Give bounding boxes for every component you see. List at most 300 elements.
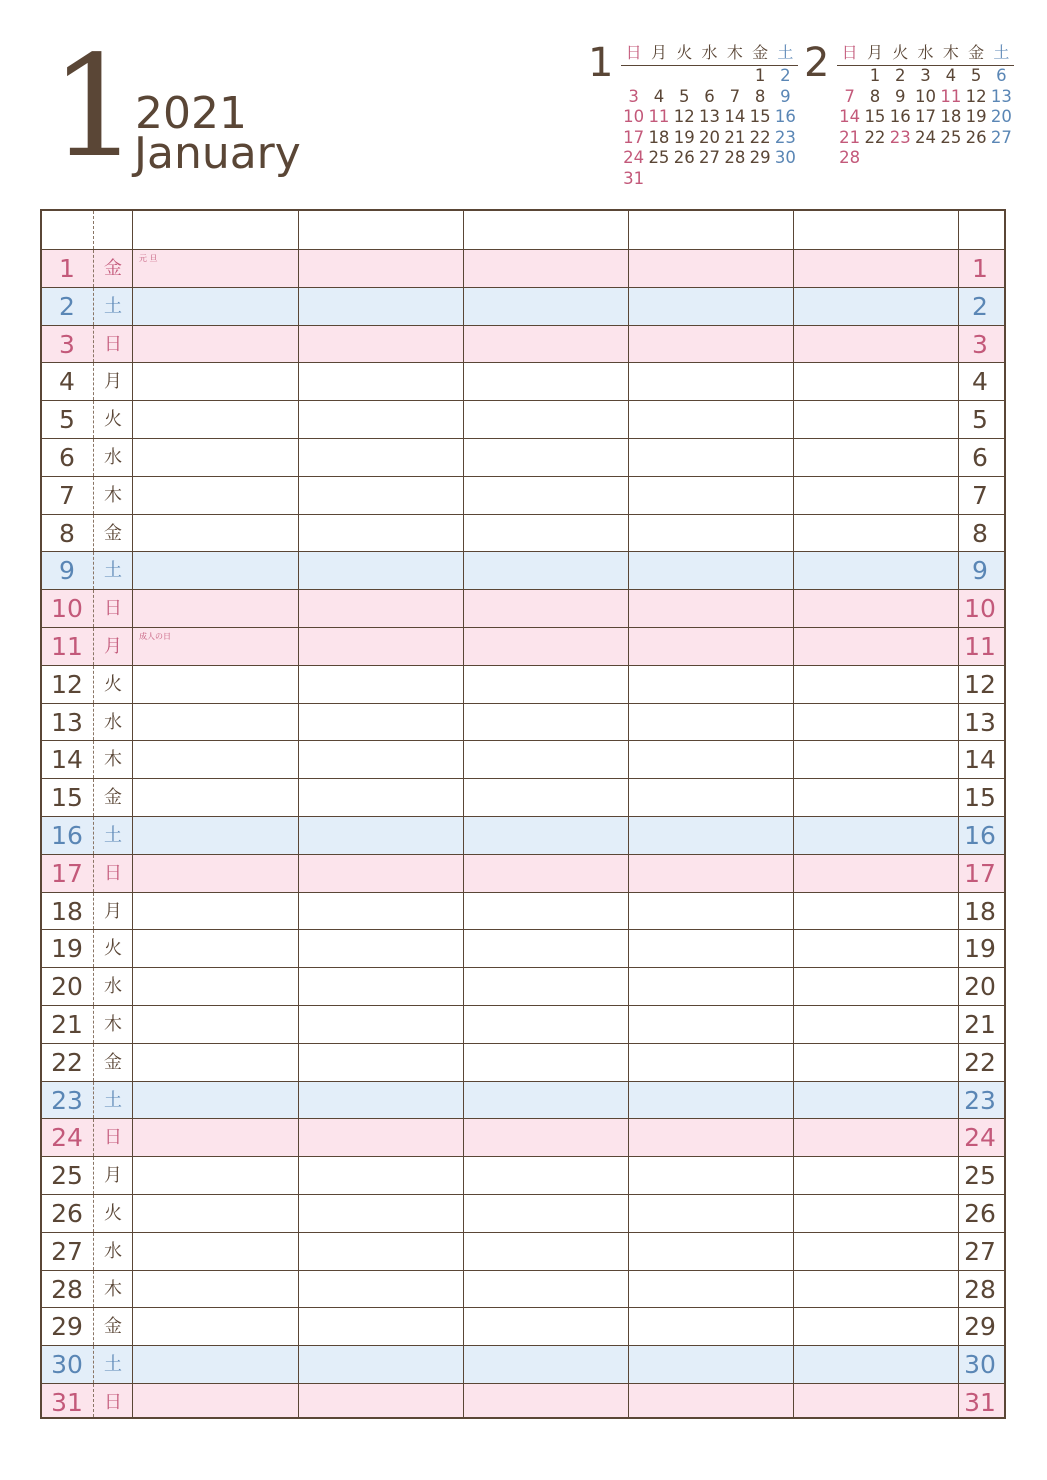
schedule-cell[interactable] — [133, 893, 298, 930]
schedule-cell[interactable] — [794, 552, 958, 589]
schedule-cell[interactable] — [133, 1384, 298, 1417]
schedule-cell[interactable] — [299, 1006, 463, 1043]
mini-calendar-day: 9 — [894, 86, 906, 106]
mini-calendar-week — [837, 87, 1014, 108]
schedule-cell[interactable] — [629, 968, 793, 1005]
schedule-cell[interactable] — [133, 855, 298, 892]
mini-calendar-day: 13 — [699, 107, 721, 127]
schedule-cell[interactable] — [629, 893, 793, 930]
day-number: 17 — [51, 858, 83, 888]
schedule-cell[interactable] — [794, 893, 958, 930]
mini-calendar-day — [672, 66, 697, 87]
schedule-cell[interactable] — [299, 590, 463, 627]
mini-calendar-day: 1 — [869, 66, 881, 85]
mini-calendar-weekday-header — [621, 40, 798, 66]
schedule-cell[interactable] — [629, 930, 793, 967]
mini-calendar-day: 2 — [894, 66, 906, 85]
day-number: 2 — [59, 291, 75, 321]
schedule-cell[interactable] — [299, 552, 463, 589]
schedule-cell[interactable] — [629, 363, 793, 400]
day-number: 10 — [51, 594, 83, 624]
mini-calendar-day: 11 — [940, 86, 962, 106]
schedule-cell[interactable] — [629, 590, 793, 627]
schedule-cell[interactable] — [464, 704, 628, 741]
day-row — [42, 703, 1004, 741]
column-header-cell[interactable] — [464, 211, 628, 249]
day-number-right: 19 — [964, 934, 996, 964]
schedule-cell[interactable] — [794, 817, 958, 854]
mini-calendar-day: 3 — [920, 66, 931, 85]
schedule-cell[interactable] — [133, 1082, 298, 1119]
mini-calendar-day: 5 — [678, 86, 690, 106]
schedule-cell[interactable] — [629, 552, 793, 589]
schedule-cell[interactable] — [299, 741, 463, 778]
schedule-cell[interactable] — [133, 666, 298, 703]
day-number: 20 — [51, 972, 83, 1002]
schedule-cell[interactable] — [794, 1233, 958, 1270]
mini-calendar-day: 2 — [780, 66, 791, 85]
day-number-right: 29 — [964, 1312, 996, 1342]
schedule-cell[interactable] — [299, 477, 463, 514]
schedule-cell[interactable] — [299, 439, 463, 476]
column-divider — [958, 211, 959, 249]
schedule-cell[interactable] — [629, 855, 793, 892]
schedule-cell[interactable] — [629, 666, 793, 703]
mini-calendar-day: 28 — [724, 148, 746, 168]
day-row — [42, 1081, 1004, 1119]
day-of-week: 金 — [104, 787, 122, 809]
mini-calendar-day: 19 — [673, 127, 695, 147]
day-of-week: 土 — [104, 1089, 122, 1111]
schedule-cell[interactable] — [299, 1044, 463, 1081]
day-number-right: 25 — [964, 1161, 996, 1191]
schedule-cell[interactable] — [464, 326, 628, 363]
mini-calendar-day: 18 — [940, 107, 962, 127]
day-of-week: 金 — [104, 522, 122, 544]
schedule-cell[interactable] — [299, 250, 463, 287]
mini-calendar-weekday: 木 — [726, 43, 743, 62]
schedule-cell[interactable] — [794, 477, 958, 514]
schedule-cell[interactable] — [299, 1233, 463, 1270]
schedule-cell[interactable] — [464, 968, 628, 1005]
schedule-cell[interactable] — [299, 1271, 463, 1308]
day-number-right: 21 — [964, 1010, 996, 1039]
schedule-cell[interactable] — [299, 1082, 463, 1119]
schedule-cell[interactable] — [629, 628, 793, 665]
schedule-cell[interactable] — [464, 1271, 628, 1308]
schedule-cell[interactable] — [629, 1119, 793, 1156]
day-of-week: 土 — [104, 560, 122, 582]
schedule-cell[interactable] — [133, 1195, 298, 1232]
schedule-cell[interactable] — [629, 704, 793, 741]
day-row — [42, 362, 1004, 400]
schedule-cell[interactable] — [464, 288, 628, 325]
mini-calendar-day: 25 — [940, 127, 962, 147]
mini-calendar-day: 8 — [869, 86, 881, 106]
day-row — [42, 1194, 1004, 1232]
schedule-cell[interactable] — [133, 326, 298, 363]
day-number-right: 7 — [972, 480, 988, 510]
schedule-cell[interactable] — [629, 817, 793, 854]
schedule-cell[interactable] — [133, 439, 298, 476]
schedule-cell[interactable] — [464, 401, 628, 438]
schedule-cell[interactable] — [299, 1119, 463, 1156]
day-number-right: 31 — [964, 1388, 996, 1417]
mini-calendar-week — [837, 148, 1014, 169]
schedule-cell[interactable] — [794, 666, 958, 703]
schedule-cell[interactable] — [133, 930, 298, 967]
schedule-cell[interactable] — [299, 1157, 463, 1194]
day-of-week: 月 — [104, 900, 122, 922]
day-number: 4 — [59, 367, 75, 397]
schedule-cell[interactable] — [299, 704, 463, 741]
mini-calendar-day: 17 — [623, 127, 645, 147]
schedule-cell[interactable] — [133, 741, 298, 778]
schedule-cell[interactable] — [464, 930, 628, 967]
day-number-right: 11 — [964, 632, 996, 661]
schedule-cell[interactable] — [133, 968, 298, 1005]
schedule-cell[interactable] — [464, 439, 628, 476]
schedule-cell[interactable] — [464, 1195, 628, 1232]
day-number-right: 6 — [972, 443, 988, 472]
schedule-cell[interactable] — [133, 1346, 298, 1383]
day-number: 3 — [59, 329, 75, 359]
schedule-cell[interactable] — [629, 288, 793, 325]
mini-calendar-day: 22 — [749, 127, 771, 147]
holiday-label: 元 旦 — [139, 254, 158, 263]
schedule-cell[interactable] — [464, 363, 628, 400]
schedule-cell[interactable] — [794, 779, 958, 816]
schedule-cell[interactable] — [133, 817, 298, 854]
mini-calendar-weekday: 土 — [777, 43, 794, 62]
day-number-right: 26 — [964, 1199, 996, 1228]
day-of-week: 火 — [104, 938, 122, 960]
schedule-cell[interactable] — [629, 1082, 793, 1119]
day-of-week: 日 — [104, 1392, 122, 1413]
day-number: 6 — [59, 443, 75, 472]
schedule-cell[interactable] — [794, 855, 958, 892]
schedule-cell[interactable] — [794, 1346, 958, 1383]
day-row — [42, 892, 1004, 930]
schedule-cell[interactable] — [629, 1384, 793, 1417]
day-number-right: 10 — [964, 594, 996, 624]
schedule-cell[interactable] — [794, 704, 958, 741]
mini-calendar-day: 13 — [990, 86, 1012, 106]
column-header-cell[interactable] — [133, 211, 298, 249]
day-of-week: 日 — [104, 1127, 122, 1149]
mini-calendar-day: 6 — [996, 66, 1007, 85]
mini-calendar-day: 7 — [729, 86, 741, 106]
day-row — [42, 1043, 1004, 1081]
day-number-right: 28 — [964, 1274, 996, 1304]
schedule-cell[interactable] — [629, 401, 793, 438]
schedule-cell[interactable] — [629, 439, 793, 476]
day-number-right: 14 — [964, 745, 996, 775]
day-number: 11 — [51, 632, 83, 661]
schedule-cell[interactable] — [299, 401, 463, 438]
schedule-table — [40, 209, 1006, 1419]
day-row — [42, 854, 1004, 892]
day-number: 31 — [51, 1388, 83, 1417]
mini-calendar-day: 10 — [623, 107, 645, 127]
day-number-right: 16 — [964, 821, 996, 850]
day-row — [42, 1005, 1004, 1043]
schedule-cell[interactable] — [133, 401, 298, 438]
schedule-cell[interactable] — [133, 1271, 298, 1308]
mini-calendar-week — [621, 148, 798, 169]
mini-calendar-week — [837, 107, 1014, 128]
day-of-week: 木 — [104, 484, 122, 506]
mini-calendar-day: 8 — [754, 86, 766, 106]
schedule-cell[interactable] — [464, 893, 628, 930]
day-row — [42, 778, 1004, 816]
schedule-cell[interactable] — [299, 893, 463, 930]
schedule-cell[interactable] — [133, 1308, 298, 1345]
schedule-cell[interactable] — [629, 250, 793, 287]
day-row — [42, 1118, 1004, 1156]
schedule-cell[interactable] — [299, 817, 463, 854]
column-header-cell[interactable] — [629, 211, 793, 249]
day-number: 25 — [51, 1161, 83, 1191]
schedule-cell[interactable] — [794, 1044, 958, 1081]
schedule-cell[interactable] — [629, 1157, 793, 1194]
schedule-cell[interactable] — [794, 515, 958, 552]
day-number: 21 — [51, 1010, 83, 1039]
schedule-cell[interactable] — [133, 363, 298, 400]
schedule-cell[interactable] — [299, 930, 463, 967]
schedule-cell[interactable] — [464, 1346, 628, 1383]
day-of-week: 日 — [104, 862, 122, 884]
schedule-cell[interactable] — [464, 1384, 628, 1417]
mini-calendar-day — [747, 169, 772, 190]
schedule-cell[interactable] — [464, 515, 628, 552]
schedule-cell[interactable] — [133, 1006, 298, 1043]
mini-calendar-day — [621, 66, 646, 87]
day-number-right: 12 — [964, 669, 996, 699]
schedule-cell[interactable] — [464, 855, 628, 892]
schedule-cell[interactable] — [133, 1157, 298, 1194]
day-number-right: 23 — [964, 1085, 996, 1115]
schedule-cell[interactable] — [299, 1384, 463, 1417]
schedule-cell[interactable] — [629, 515, 793, 552]
schedule-cell[interactable] — [794, 741, 958, 778]
column-header-cell[interactable] — [794, 211, 958, 249]
schedule-cell[interactable] — [299, 1195, 463, 1232]
schedule-cell[interactable] — [629, 1044, 793, 1081]
mini-calendar-day: 21 — [724, 127, 746, 147]
mini-calendar-day: 25 — [648, 148, 670, 168]
schedule-cell[interactable] — [464, 1308, 628, 1345]
mini-calendar-day: 29 — [749, 148, 771, 168]
day-row — [42, 249, 1004, 287]
schedule-cell[interactable] — [299, 288, 463, 325]
schedule-cell[interactable] — [464, 1082, 628, 1119]
schedule-cell[interactable] — [629, 477, 793, 514]
day-number: 16 — [51, 821, 83, 850]
schedule-cell[interactable] — [794, 401, 958, 438]
day-number: 9 — [59, 556, 75, 586]
day-number: 18 — [51, 896, 83, 926]
schedule-cell[interactable] — [464, 1006, 628, 1043]
schedule-cell[interactable] — [794, 590, 958, 627]
schedule-cell[interactable] — [299, 779, 463, 816]
mini-calendar-day: 17 — [915, 107, 937, 127]
day-row — [42, 627, 1004, 665]
mini-calendar-day: 12 — [673, 107, 695, 127]
mini-calendar-day: 14 — [724, 107, 746, 127]
schedule-cell[interactable] — [464, 741, 628, 778]
mini-calendar-day — [646, 169, 671, 190]
day-of-week: 水 — [104, 1240, 122, 1262]
schedule-cell[interactable] — [629, 326, 793, 363]
day-row — [42, 740, 1004, 778]
schedule-cell[interactable] — [464, 779, 628, 816]
schedule-cell[interactable] — [133, 552, 298, 589]
schedule-cell[interactable] — [299, 1308, 463, 1345]
schedule-cell[interactable] — [464, 590, 628, 627]
day-row — [42, 1383, 1004, 1417]
schedule-cell[interactable] — [299, 363, 463, 400]
mini-calendar-day: 23 — [774, 127, 796, 147]
schedule-cell[interactable] — [133, 1119, 298, 1156]
day-number-right: 17 — [964, 858, 996, 888]
mini-calendar-day: 12 — [965, 86, 987, 106]
schedule-cell[interactable] — [794, 1082, 958, 1119]
schedule-cell[interactable] — [794, 1195, 958, 1232]
day-row — [42, 1270, 1004, 1308]
day-of-week: 金 — [104, 1051, 122, 1073]
mini-calendar-day: 9 — [780, 86, 791, 106]
mini-calendar-weekday: 土 — [993, 43, 1010, 62]
day-number-right: 24 — [964, 1123, 996, 1153]
schedule-cell[interactable] — [299, 326, 463, 363]
mini-calendar-day: 26 — [673, 148, 695, 168]
schedule-cell[interactable] — [794, 1119, 958, 1156]
schedule-cell[interactable] — [464, 1233, 628, 1270]
day-row — [42, 476, 1004, 514]
day-of-week: 水 — [104, 711, 122, 733]
day-of-week: 土 — [104, 825, 122, 846]
day-of-week: 月 — [104, 371, 122, 393]
schedule-cell[interactable] — [133, 515, 298, 552]
schedule-cell[interactable] — [794, 968, 958, 1005]
schedule-cell[interactable] — [464, 628, 628, 665]
schedule-cell[interactable] — [133, 590, 298, 627]
mini-calendar-day: 31 — [623, 168, 645, 188]
day-of-week: 月 — [104, 636, 122, 657]
schedule-cell[interactable] — [794, 288, 958, 325]
day-row — [42, 967, 1004, 1005]
schedule-cell[interactable] — [629, 1346, 793, 1383]
schedule-cell[interactable] — [299, 968, 463, 1005]
mini-calendar-day: 19 — [965, 107, 987, 127]
mini-calendar-week — [621, 169, 798, 190]
schedule-cell[interactable] — [133, 477, 298, 514]
mini-calendar-day: 6 — [704, 86, 715, 106]
day-number-right: 8 — [972, 518, 988, 548]
mini-calendar-day: 20 — [990, 107, 1012, 127]
schedule-cell[interactable] — [629, 1195, 793, 1232]
schedule-cell[interactable] — [299, 666, 463, 703]
mini-calendar-day: 24 — [623, 148, 645, 168]
schedule-cell[interactable] — [794, 1006, 958, 1043]
mini-calendar-day — [722, 66, 747, 87]
schedule-cell[interactable] — [133, 1233, 298, 1270]
schedule-cell[interactable] — [629, 1271, 793, 1308]
day-of-week: 土 — [104, 295, 122, 317]
schedule-cell[interactable] — [299, 515, 463, 552]
mini-calendar-weekday: 水 — [917, 43, 934, 62]
schedule-cell[interactable] — [133, 779, 298, 816]
schedule-cell[interactable] — [464, 477, 628, 514]
schedule-cell[interactable] — [133, 250, 298, 287]
schedule-cell[interactable] — [794, 439, 958, 476]
schedule-cell[interactable] — [794, 1384, 958, 1417]
mini-calendar-day — [773, 169, 798, 190]
mini-calendar-day — [646, 66, 671, 87]
column-header-cell[interactable] — [299, 211, 463, 249]
mini-calendar-day: 21 — [839, 127, 861, 147]
schedule-cell[interactable] — [794, 1308, 958, 1345]
day-number-right: 15 — [964, 783, 996, 813]
mini-calendar-weekday: 金 — [968, 43, 985, 62]
schedule-cell[interactable] — [299, 628, 463, 665]
schedule-cell[interactable] — [794, 628, 958, 665]
mini-calendar-day — [913, 148, 938, 169]
schedule-cell[interactable] — [794, 250, 958, 287]
schedule-cell[interactable] — [629, 1006, 793, 1043]
day-number-right: 30 — [964, 1350, 996, 1380]
day-number: 26 — [51, 1199, 83, 1228]
schedule-cell[interactable] — [464, 666, 628, 703]
mini-calendar-day: 22 — [864, 127, 886, 147]
schedule-cell[interactable] — [794, 1157, 958, 1194]
day-number: 24 — [51, 1123, 83, 1153]
schedule-cell[interactable] — [133, 1044, 298, 1081]
day-number: 27 — [51, 1236, 83, 1266]
mini-calendar-day — [722, 169, 747, 190]
schedule-cell[interactable] — [464, 817, 628, 854]
schedule-cell[interactable] — [464, 1119, 628, 1156]
schedule-cell[interactable] — [133, 288, 298, 325]
schedule-cell[interactable] — [133, 704, 298, 741]
schedule-cell[interactable] — [464, 1044, 628, 1081]
schedule-cell[interactable] — [629, 1233, 793, 1270]
day-number: 28 — [51, 1274, 83, 1304]
schedule-cell[interactable] — [629, 741, 793, 778]
day-number-right: 4 — [972, 367, 988, 397]
day-number: 29 — [51, 1312, 83, 1342]
schedule-cell[interactable] — [629, 779, 793, 816]
schedule-cell[interactable] — [464, 250, 628, 287]
schedule-cell[interactable] — [464, 552, 628, 589]
schedule-cell[interactable] — [794, 363, 958, 400]
schedule-cell[interactable] — [794, 326, 958, 363]
mini-calendar-month: 2 — [804, 40, 830, 86]
schedule-cell[interactable] — [794, 930, 958, 967]
schedule-cell[interactable] — [794, 1271, 958, 1308]
day-row — [42, 551, 1004, 589]
mini-calendar-day: 27 — [699, 148, 721, 168]
dashed-divider — [93, 211, 94, 249]
schedule-cell[interactable] — [464, 1157, 628, 1194]
schedule-cell[interactable] — [299, 855, 463, 892]
day-of-week: 月 — [104, 1165, 122, 1187]
month-name-label: January — [134, 128, 301, 179]
mini-calendar-day: 3 — [628, 86, 639, 106]
schedule-cell[interactable] — [629, 1308, 793, 1345]
schedule-cell[interactable] — [299, 1346, 463, 1383]
